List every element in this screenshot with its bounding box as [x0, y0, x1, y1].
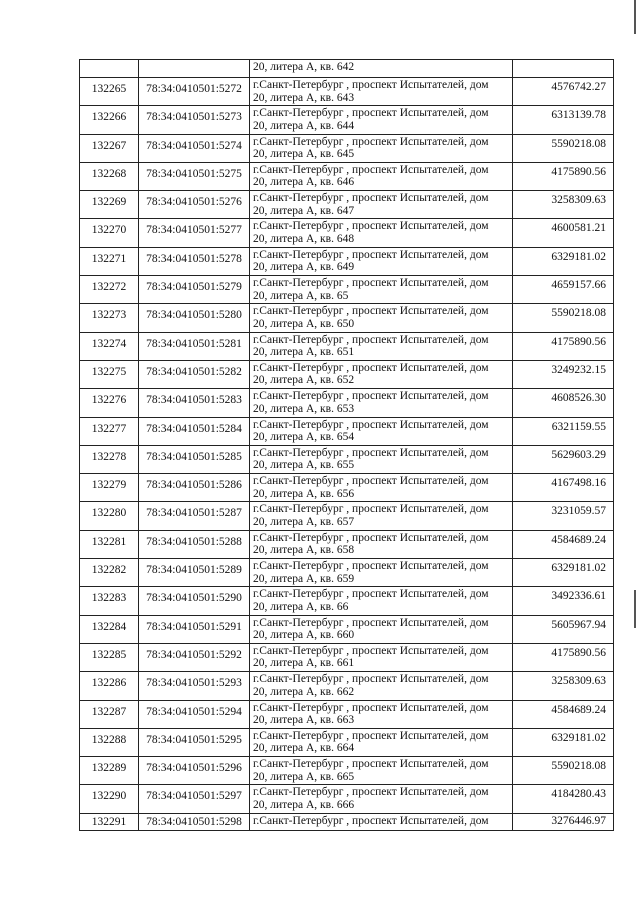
address-line: 20, литера А, кв. 652 [253, 374, 355, 387]
row-number-cell: 132290 [80, 785, 139, 813]
address-line: г.Санкт-Петербург , проспект Испытателей, дом [253, 673, 489, 686]
address-cell [250, 191, 513, 219]
address-line: г.Санкт-Петербург , проспект Испытателей, дом [253, 616, 489, 629]
table-row [80, 191, 614, 219]
cadastral-number-cell: 78:34:0410501:5281 [139, 332, 250, 360]
row-number-cell: 132272 [80, 276, 139, 304]
address-line: г.Санкт-Петербург , проспект Испытателей, дом [253, 305, 489, 318]
table-row [80, 276, 614, 304]
row-number-cell: 132281 [80, 530, 139, 558]
cadastral-value-cell: 3231059.57 [513, 502, 614, 530]
cadastral-number-cell: 78:34:0410501:5274 [139, 134, 250, 162]
address-line: г.Санкт-Петербург , проспект Испытателей, дом [253, 192, 489, 205]
cadastral-number-cell: 78:34:0410501:5280 [139, 304, 250, 332]
address-cell [250, 134, 513, 162]
table-row [80, 304, 614, 332]
cadastral-value-cell: 4175890.56 [513, 643, 614, 671]
cadastral-value-cell: 4659157.66 [513, 276, 614, 304]
cadastral-number-cell: 78:34:0410501:5287 [139, 502, 250, 530]
table-row [80, 615, 614, 643]
table-row [80, 389, 614, 417]
address-line: г.Санкт-Петербург , проспект Испытателей, дом [253, 163, 489, 176]
address-line: г.Санкт-Петербург , проспект Испытателей, дом [253, 277, 489, 290]
address-line: г.Санкт-Петербург , проспект Испытателей, дом [253, 701, 489, 714]
cadastral-value-cell: 3249232.15 [513, 360, 614, 388]
cadastral-number-cell: 78:34:0410501:5283 [139, 389, 250, 417]
cadastral-number-cell: 78:34:0410501:5298 [139, 813, 250, 830]
address-cell [250, 559, 513, 587]
cadastral-number-cell: 78:34:0410501:5279 [139, 276, 250, 304]
row-number-cell: 132288 [80, 728, 139, 756]
address-line: г.Санкт-Петербург , проспект Испытателей, дом [253, 135, 489, 148]
address-line: г.Санкт-Петербург , проспект Испытателей, дом [253, 220, 489, 233]
address-cell [250, 162, 513, 190]
cadastral-value-cell: 5605967.94 [513, 615, 614, 643]
cadastral-value-cell: 4167498.16 [513, 474, 614, 502]
cadastral-value-cell: 3276446.97 [513, 813, 614, 830]
cadastral-number-cell: 78:34:0410501:5294 [139, 700, 250, 728]
address-line: г.Санкт-Петербург , проспект Испытателей, дом [253, 758, 489, 771]
address-line: 20, литера А, кв. 645 [253, 148, 355, 161]
address-cell [250, 332, 513, 360]
address-cell [250, 700, 513, 728]
row-number-cell: 132271 [80, 247, 139, 275]
cadastral-value-cell: 6329181.02 [513, 728, 614, 756]
address-line: 20, литера А, кв. 664 [253, 742, 355, 755]
address-line: г.Санкт-Петербург , проспект Испытателей, дом [253, 390, 489, 403]
address-line: 20, литера А, кв. 660 [253, 629, 355, 642]
row-number-cell: 132279 [80, 474, 139, 502]
cadastral-value-cell: 4600581.21 [513, 219, 614, 247]
table-row [80, 700, 614, 728]
cadastral-number-cell: 78:34:0410501:5277 [139, 219, 250, 247]
table-row [80, 417, 614, 445]
address-line: г.Санкт-Петербург , проспект Испытателей, дом [253, 475, 489, 488]
row-number-cell [80, 60, 139, 78]
table-row [80, 474, 614, 502]
table-row [80, 106, 614, 134]
cadastral-number-cell: 78:34:0410501:5284 [139, 417, 250, 445]
cadastral-number-cell: 78:34:0410501:5273 [139, 106, 250, 134]
table-row [80, 360, 614, 388]
table-row [80, 78, 614, 106]
cadastral-number-cell: 78:34:0410501:5296 [139, 757, 250, 785]
cadastral-value-cell: 4184280.43 [513, 785, 614, 813]
row-number-cell: 132276 [80, 389, 139, 417]
cadastral-value-cell: 4584689.24 [513, 530, 614, 558]
address-line: г.Санкт-Петербург , проспект Испытателей, дом [253, 814, 489, 827]
address-line: г.Санкт-Петербург , проспект Испытателей, дом [253, 446, 489, 459]
address-line: г.Санкт-Петербург , проспект Испытателей, дом [253, 729, 489, 742]
address-cell [250, 587, 513, 615]
table-row [80, 728, 614, 756]
table-row-truncated [80, 813, 614, 830]
address-cell [250, 417, 513, 445]
cadastral-number-cell [139, 60, 250, 78]
address-line: 20, литера А, кв. 661 [253, 657, 355, 670]
row-number-cell: 132283 [80, 587, 139, 615]
table-row [80, 559, 614, 587]
row-number-cell: 132269 [80, 191, 139, 219]
row-number-cell: 132286 [80, 672, 139, 700]
cadastral-number-cell: 78:34:0410501:5276 [139, 191, 250, 219]
cadastral-value-cell: 4175890.56 [513, 162, 614, 190]
page-edge-mark [634, 590, 636, 628]
address-line: г.Санкт-Петербург , проспект Испытателей, дом [253, 503, 489, 516]
address-line: 20, литера А, кв. 646 [253, 176, 355, 189]
cadastral-value-cell: 6313139.78 [513, 106, 614, 134]
row-number-cell: 132291 [80, 813, 139, 830]
address-line: г.Санкт-Петербург , проспект Испытателей, дом [253, 786, 489, 799]
address-cell [250, 389, 513, 417]
address-line: г.Санкт-Петербург , проспект Испытателей, дом [253, 248, 489, 261]
cadastral-number-cell: 78:34:0410501:5291 [139, 615, 250, 643]
row-number-cell: 132265 [80, 78, 139, 106]
cadastral-value-cell [513, 60, 614, 78]
cadastral-value-cell: 6329181.02 [513, 559, 614, 587]
address-line: г.Санкт-Петербург , проспект Испытателей, дом [253, 107, 489, 120]
address-line: г.Санкт-Петербург , проспект Испытателей, дом [253, 560, 489, 573]
address-cell [250, 219, 513, 247]
address-cell [250, 445, 513, 473]
address-line: 20, литера А, кв. 654 [253, 431, 355, 444]
address-line: г.Санкт-Петербург , проспект Испытателей, дом [253, 588, 489, 601]
page-edge-mark [634, 0, 636, 34]
row-number-cell: 132277 [80, 417, 139, 445]
address-cell [250, 530, 513, 558]
table-row [80, 643, 614, 671]
address-line: 20, литера А, кв. 666 [253, 798, 355, 811]
address-cell [250, 643, 513, 671]
cadastral-number-cell: 78:34:0410501:5275 [139, 162, 250, 190]
cadastral-number-cell: 78:34:0410501:5286 [139, 474, 250, 502]
cadastral-value-cell: 4175890.56 [513, 332, 614, 360]
row-number-cell: 132280 [80, 502, 139, 530]
table-row [80, 530, 614, 558]
address-cell [250, 304, 513, 332]
cadastral-value-cell: 5590218.08 [513, 134, 614, 162]
address-line: г.Санкт-Петербург , проспект Испытателей, дом [253, 333, 489, 346]
table-row [80, 445, 614, 473]
address-line: 20, литера А, кв. 65 [253, 289, 349, 302]
address-line: г.Санкт-Петербург , проспект Испытателей, дом [253, 531, 489, 544]
address-cell [250, 78, 513, 106]
address-cell [250, 247, 513, 275]
address-cell [250, 728, 513, 756]
address-line: 20, литера А, кв. 648 [253, 232, 355, 245]
cadastral-value-cell: 3258309.63 [513, 191, 614, 219]
address-line: 20, литера А, кв. 655 [253, 459, 355, 472]
cadastral-value-cell: 5629603.29 [513, 445, 614, 473]
table-row [80, 672, 614, 700]
table-row-continued [80, 60, 614, 78]
address-cell [250, 276, 513, 304]
cadastral-value-cell: 5590218.08 [513, 304, 614, 332]
table-row [80, 785, 614, 813]
cadastral-value-cell: 3492336.61 [513, 587, 614, 615]
address-line: 20, литера А, кв. 647 [253, 204, 355, 217]
address-line: 20, литера А, кв. 653 [253, 402, 355, 415]
cadastral-number-cell: 78:34:0410501:5293 [139, 672, 250, 700]
cadastral-value-cell: 4608526.30 [513, 389, 614, 417]
row-number-cell: 132270 [80, 219, 139, 247]
address-line: 20, литера А, кв. 649 [253, 261, 355, 274]
table-row [80, 162, 614, 190]
address-cell [250, 785, 513, 813]
address-cell [250, 106, 513, 134]
address-line: г.Санкт-Петербург , проспект Испытателей, дом [253, 644, 489, 657]
address-line: 20, литера А, кв. 656 [253, 487, 355, 500]
address-line: 20, литера А, кв. 643 [253, 91, 355, 104]
row-number-cell: 132287 [80, 700, 139, 728]
cadastral-number-cell: 78:34:0410501:5292 [139, 643, 250, 671]
cadastral-number-cell: 78:34:0410501:5297 [139, 785, 250, 813]
address-cell [250, 672, 513, 700]
address-line: г.Санкт-Петербург , проспект Испытателей, дом [253, 79, 489, 91]
address-line: 20, литера А, кв. 662 [253, 685, 355, 698]
address-cell [250, 615, 513, 643]
address-cell [250, 813, 513, 830]
address-line: 20, литера А, кв. 66 [253, 600, 349, 613]
cadastral-value-cell: 3258309.63 [513, 672, 614, 700]
row-number-cell: 132282 [80, 559, 139, 587]
address-cell [250, 502, 513, 530]
address-cell [250, 60, 513, 78]
table-row [80, 502, 614, 530]
table-row [80, 219, 614, 247]
address-line: 20, литера А, кв. 651 [253, 346, 355, 359]
row-number-cell: 132285 [80, 643, 139, 671]
address-line: г.Санкт-Петербург , проспект Испытателей, дом [253, 418, 489, 431]
address-line: 20, литера А, кв. 658 [253, 544, 355, 557]
cadastral-number-cell: 78:34:0410501:5288 [139, 530, 250, 558]
row-number-cell: 132273 [80, 304, 139, 332]
cadastral-number-cell: 78:34:0410501:5272 [139, 78, 250, 106]
cadastral-number-cell: 78:34:0410501:5295 [139, 728, 250, 756]
address-line: 20, литера А, кв. 657 [253, 515, 355, 528]
table-body [80, 60, 614, 831]
row-number-cell: 132268 [80, 162, 139, 190]
property-registry-table [79, 59, 614, 831]
address-cell [250, 474, 513, 502]
row-number-cell: 132275 [80, 360, 139, 388]
cadastral-value-cell: 6329181.02 [513, 247, 614, 275]
cadastral-value-cell: 4576742.27 [513, 78, 614, 106]
row-number-cell: 132289 [80, 757, 139, 785]
row-number-cell: 132274 [80, 332, 139, 360]
cadastral-number-cell: 78:34:0410501:5285 [139, 445, 250, 473]
table-row [80, 247, 614, 275]
address-line: 20, литера А, кв. 665 [253, 770, 355, 783]
table-row [80, 332, 614, 360]
row-number-cell: 132284 [80, 615, 139, 643]
row-number-cell: 132278 [80, 445, 139, 473]
address-line: 20, литера А, кв. 642 [253, 61, 355, 73]
address-cell [250, 757, 513, 785]
cadastral-number-cell: 78:34:0410501:5278 [139, 247, 250, 275]
table-row [80, 587, 614, 615]
cadastral-number-cell: 78:34:0410501:5282 [139, 360, 250, 388]
table-row [80, 134, 614, 162]
cadastral-value-cell: 5590218.08 [513, 757, 614, 785]
cadastral-value-cell: 6321159.55 [513, 417, 614, 445]
cadastral-number-cell: 78:34:0410501:5289 [139, 559, 250, 587]
cadastral-value-cell: 4584689.24 [513, 700, 614, 728]
table-row [80, 757, 614, 785]
address-line: 20, литера А, кв. 644 [253, 119, 355, 132]
address-line: 20, литера А, кв. 659 [253, 572, 355, 585]
row-number-cell: 132267 [80, 134, 139, 162]
address-cell [250, 360, 513, 388]
row-number-cell: 132266 [80, 106, 139, 134]
address-line: 20, литера А, кв. 650 [253, 317, 355, 330]
address-line: 20, литера А, кв. 663 [253, 714, 355, 727]
cadastral-number-cell: 78:34:0410501:5290 [139, 587, 250, 615]
address-line: г.Санкт-Петербург , проспект Испытателей, дом [253, 361, 489, 374]
